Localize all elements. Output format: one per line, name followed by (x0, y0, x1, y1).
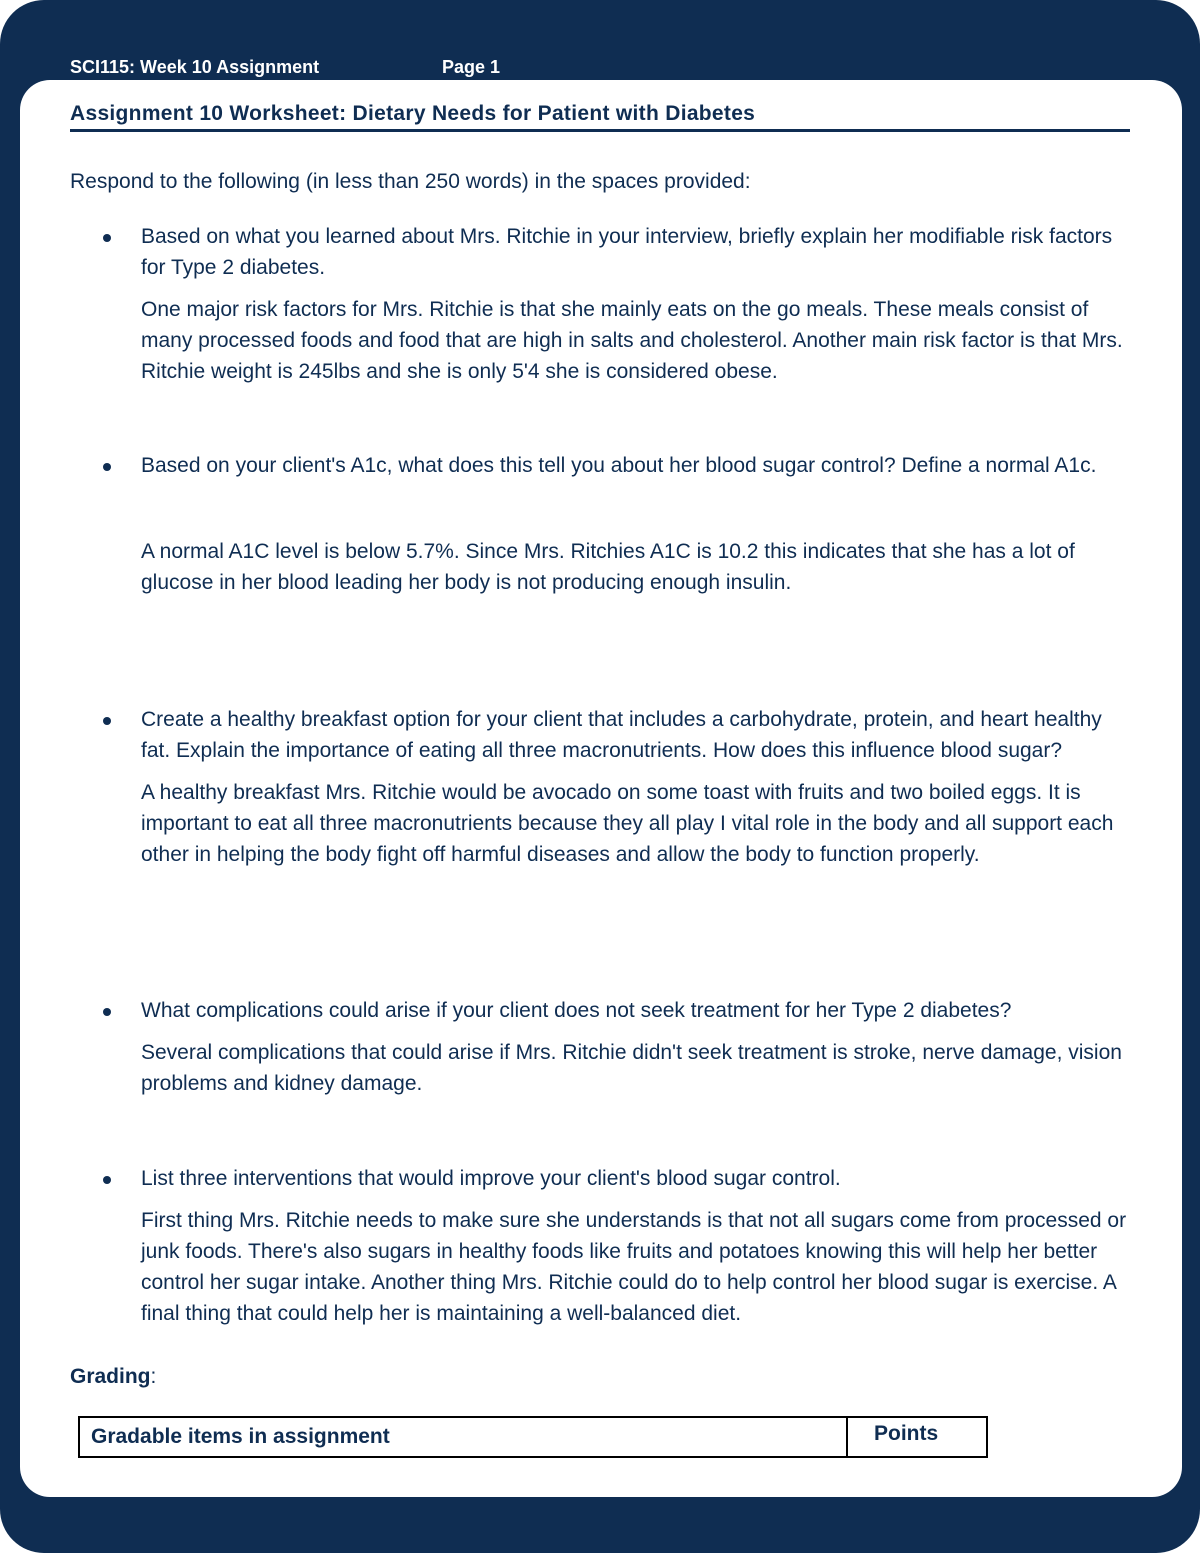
bullet-icon (103, 234, 111, 242)
instructions: Respond to the following (in less than 250 words) in the spaces provided: (70, 170, 751, 193)
question-text: Based on your client's A1c, what does this tell you about her blood sugar control? Define a normal A1c. (141, 454, 1097, 477)
bullet-icon (103, 1008, 111, 1016)
answer-text: Several complications that could arise if Mrs. Ritchie didn't seek treatment is stroke, nerve damage, vision problems and kidney damage. (141, 1041, 1122, 1095)
grading-colon: : (150, 1365, 157, 1388)
answer-text: One major risk factors for Mrs. Ritchie is that she mainly eats on the go meals. These meals consist of many processed foods and food that are high in salts and cholesterol. Another main risk factor is that Mrs. Ritchie weight is 245lbs and she is only 5'4 she is considered obese. (141, 298, 1123, 383)
question-item-3 (141, 704, 1131, 870)
grading-label: Grading (70, 1365, 151, 1388)
question-item-5 (141, 1163, 1131, 1329)
table-header-row (79, 1417, 987, 1457)
running-header (70, 57, 501, 78)
grading-table (78, 1416, 988, 1458)
column-header-points: Points (847, 1417, 987, 1457)
question-item-2 (141, 450, 1131, 598)
question-item-1 (141, 221, 1131, 387)
grading-heading (70, 1361, 156, 1392)
answer-text: First thing Mrs. Ritchie needs to make sure she understands is that not all sugars come from processed or junk foods. There's also sugars in healthy foods like fruits and potatoes knowing this will help her better control her sugar intake. Another thing Mrs. Ritchie could do to help control her blood sugar is exercise. A final thing that could help her is maintaining a well-balanced diet. (141, 1209, 1127, 1325)
bullet-icon (103, 463, 111, 471)
question-item-4 (141, 995, 1131, 1099)
bullet-icon (103, 717, 111, 725)
course-label: SCI115: Week 10 Assignment (70, 57, 320, 77)
question-text: What complications could arise if your client does not seek treatment for her Type 2 diabetes? (141, 999, 1012, 1022)
page-number: Page 1 (442, 57, 501, 77)
question-text: Based on what you learned about Mrs. Ritchie in your interview, briefly explain her modifiable risk factors for Type 2 diabetes. (141, 225, 1113, 279)
bullet-icon (103, 1176, 111, 1184)
column-header-items: Gradable items in assignment (79, 1417, 847, 1457)
question-text: List three interventions that would improve your client's blood sugar control. (141, 1167, 841, 1190)
question-text: Create a healthy breakfast option for your client that includes a carbohydrate, protein, and heart healthy fat. Explain the importance of eating all three macronutrients. How does this influence blood sugar? (141, 708, 1102, 762)
page-title: Assignment 10 Worksheet: Dietary Needs for Patient with Diabetes (70, 102, 1130, 132)
answer-text: A normal A1C level is below 5.7%. Since Mrs. Ritchies A1C is 10.2 this indicates that she has a lot of glucose in her blood leading her body is not producing enough insulin. (141, 540, 1075, 594)
answer-text: A healthy breakfast Mrs. Ritchie would be avocado on some toast with fruits and two boiled eggs. It is important to eat all three macronutrients because they all play I vital role in the body and all support each other in helping the body fight off harmful diseases and allow the body to function properly. (141, 781, 1114, 866)
